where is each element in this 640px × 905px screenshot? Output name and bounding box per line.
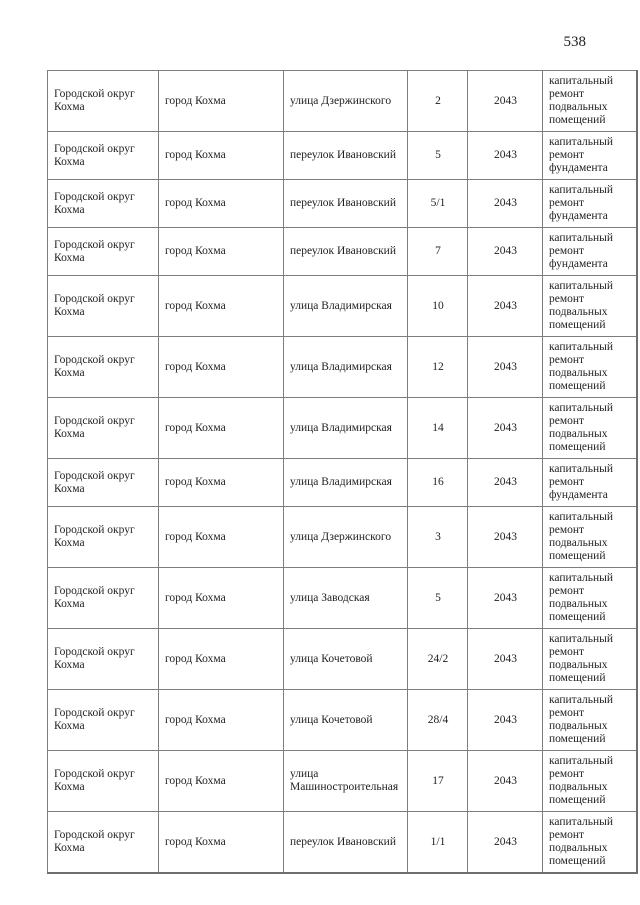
cell-street: улица Владимирская xyxy=(284,337,408,398)
cell-city: город Кохма xyxy=(159,71,284,132)
cell-city: город Кохма xyxy=(159,180,284,228)
cell-street: улица Владимирская xyxy=(284,459,408,507)
cell-house-number: 1/1 xyxy=(408,812,468,874)
cell-city: город Кохма xyxy=(159,751,284,812)
cell-municipality: Городской округ Кохма xyxy=(48,180,159,228)
cell-year: 2043 xyxy=(468,751,543,812)
cell-house-number: 17 xyxy=(408,751,468,812)
cell-house-number: 5 xyxy=(408,132,468,180)
cell-municipality: Городской округ Кохма xyxy=(48,690,159,751)
cell-repair-type: капитальный ремонт подвальных помещений xyxy=(543,337,637,398)
cell-municipality: Городской округ Кохма xyxy=(48,337,159,398)
cell-year: 2043 xyxy=(468,228,543,276)
cell-street: улица Кочетовой xyxy=(284,629,408,690)
cell-repair-type: капитальный ремонт подвальных помещений xyxy=(543,629,637,690)
cell-repair-type: капитальный ремонт подвальных помещений xyxy=(543,751,637,812)
cell-house-number: 12 xyxy=(408,337,468,398)
cell-house-number: 16 xyxy=(408,459,468,507)
cell-repair-type: капитальный ремонт фундамента xyxy=(543,459,637,507)
cell-house-number: 3 xyxy=(408,507,468,568)
cell-city: город Кохма xyxy=(159,398,284,459)
table-row xyxy=(48,132,637,180)
cell-municipality: Городской округ Кохма xyxy=(48,71,159,132)
cell-house-number: 10 xyxy=(408,276,468,337)
cell-repair-type: капитальный ремонт подвальных помещений xyxy=(543,276,637,337)
cell-year: 2043 xyxy=(468,276,543,337)
cell-house-number: 24/2 xyxy=(408,629,468,690)
cell-city: город Кохма xyxy=(159,568,284,629)
cell-street: улица Дзержинского xyxy=(284,507,408,568)
table-row xyxy=(48,690,637,751)
cell-city: город Кохма xyxy=(159,132,284,180)
cell-street: улица Владимирская xyxy=(284,276,408,337)
cell-municipality: Городской округ Кохма xyxy=(48,507,159,568)
table-body xyxy=(48,71,637,874)
cell-house-number: 28/4 xyxy=(408,690,468,751)
cell-repair-type: капитальный ремонт подвальных помещений xyxy=(543,690,637,751)
cell-municipality: Городской округ Кохма xyxy=(48,568,159,629)
table-row xyxy=(48,568,637,629)
page-number: 538 xyxy=(563,34,586,50)
table-row xyxy=(48,180,637,228)
cell-repair-type: капитальный ремонт фундамента xyxy=(543,228,637,276)
cell-repair-type: капитальный ремонт подвальных помещений xyxy=(543,398,637,459)
cell-street: улица Машиностроительная xyxy=(284,751,408,812)
cell-municipality: Городской округ Кохма xyxy=(48,132,159,180)
table-row xyxy=(48,337,637,398)
cell-year: 2043 xyxy=(468,337,543,398)
cell-repair-type: капитальный ремонт подвальных помещений xyxy=(543,507,637,568)
cell-year: 2043 xyxy=(468,132,543,180)
cell-street: переулок Ивановский xyxy=(284,132,408,180)
cell-city: город Кохма xyxy=(159,507,284,568)
table-row xyxy=(48,228,637,276)
cell-year: 2043 xyxy=(468,568,543,629)
cell-city: город Кохма xyxy=(159,228,284,276)
table-row xyxy=(48,629,637,690)
table-row xyxy=(48,71,637,132)
cell-municipality: Городской округ Кохма xyxy=(48,276,159,337)
table-row xyxy=(48,398,637,459)
cell-year: 2043 xyxy=(468,459,543,507)
table-row xyxy=(48,507,637,568)
cell-municipality: Городской округ Кохма xyxy=(48,629,159,690)
cell-municipality: Городской округ Кохма xyxy=(48,398,159,459)
cell-year: 2043 xyxy=(468,690,543,751)
cell-year: 2043 xyxy=(468,812,543,874)
cell-year: 2043 xyxy=(468,507,543,568)
cell-street: переулок Ивановский xyxy=(284,180,408,228)
cell-house-number: 2 xyxy=(408,71,468,132)
cell-year: 2043 xyxy=(468,180,543,228)
cell-street: переулок Ивановский xyxy=(284,812,408,874)
table-row xyxy=(48,276,637,337)
repair-schedule-table xyxy=(47,70,638,874)
table-row xyxy=(48,812,637,874)
cell-street: переулок Ивановский xyxy=(284,228,408,276)
cell-year: 2043 xyxy=(468,629,543,690)
cell-street: улица Владимирская xyxy=(284,398,408,459)
cell-municipality: Городской округ Кохма xyxy=(48,812,159,874)
cell-municipality: Городской округ Кохма xyxy=(48,751,159,812)
cell-municipality: Городской округ Кохма xyxy=(48,228,159,276)
cell-year: 2043 xyxy=(468,71,543,132)
cell-house-number: 7 xyxy=(408,228,468,276)
cell-city: город Кохма xyxy=(159,690,284,751)
cell-repair-type: капитальный ремонт фундамента xyxy=(543,180,637,228)
cell-city: город Кохма xyxy=(159,812,284,874)
cell-street: улица Дзержинского xyxy=(284,71,408,132)
cell-street: улица Кочетовой xyxy=(284,690,408,751)
cell-year: 2043 xyxy=(468,398,543,459)
cell-city: город Кохма xyxy=(159,276,284,337)
cell-city: город Кохма xyxy=(159,459,284,507)
cell-house-number: 5/1 xyxy=(408,180,468,228)
cell-repair-type: капитальный ремонт подвальных помещений xyxy=(543,812,637,874)
cell-street: улица Заводская xyxy=(284,568,408,629)
cell-house-number: 5 xyxy=(408,568,468,629)
table-row xyxy=(48,751,637,812)
cell-city: город Кохма xyxy=(159,337,284,398)
cell-repair-type: капитальный ремонт фундамента xyxy=(543,132,637,180)
cell-repair-type: капитальный ремонт подвальных помещений xyxy=(543,71,637,132)
cell-city: город Кохма xyxy=(159,629,284,690)
cell-municipality: Городской округ Кохма xyxy=(48,459,159,507)
table-row xyxy=(48,459,637,507)
cell-repair-type: капитальный ремонт подвальных помещений xyxy=(543,568,637,629)
cell-house-number: 14 xyxy=(408,398,468,459)
